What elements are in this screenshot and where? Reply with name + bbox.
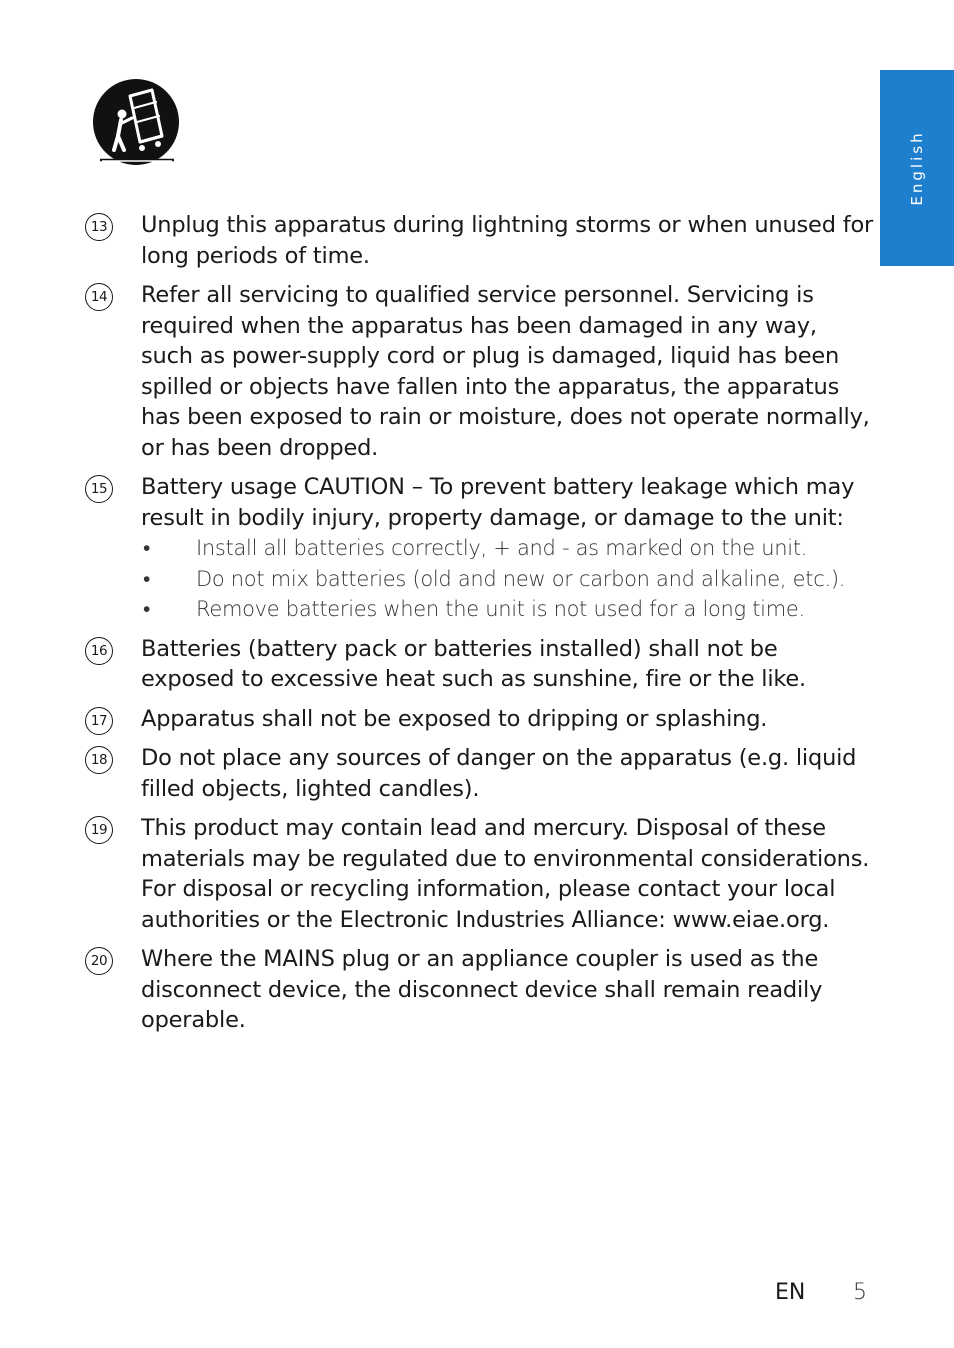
list-item <box>85 280 875 463</box>
battery-caution-bullets <box>141 533 875 625</box>
item-text: This product may contain lead and mercury. Disposal of these materials may be regulated due to environmental considerations. For disposal or recycling information, please contact your local authorities or the Electronic Industries Alliance: www.eiae.org. <box>141 815 870 933</box>
item-text: Apparatus shall not be exposed to dripping or splashing. <box>141 705 768 732</box>
list-item <box>85 813 875 935</box>
item-number-badge: 17 <box>85 707 113 735</box>
bullet-text: Install all batteries correctly, + and - as marked on the unit. <box>196 536 808 560</box>
item-text: Do not place any sources of danger on the apparatus (e.g. liquid filled objects, lighted candles). <box>141 745 857 802</box>
item-number-badge: 13 <box>85 213 113 241</box>
bullet-text: Remove batteries when the unit is not used for a long time. <box>196 597 805 621</box>
bullet-glyph: • <box>143 536 151 560</box>
list-item <box>85 634 875 695</box>
item-text: Where the MAINS plug or an appliance coupler is used as the disconnect device, the disconnect device shall remain readily operable. <box>141 946 823 1033</box>
item-text: Batteries (battery pack or batteries installed) shall not be exposed to excessive heat such as sunshine, fire or the like. <box>141 635 807 692</box>
item-text: Refer all servicing to qualified service personnel. Servicing is required when the apparatus has been damaged in any way, such as power-supply cord or plug is damaged, liquid has been spilled or objects have fallen into the apparatus, the apparatus has been exposed to rain or moisture, does not operate normally, or has been dropped. <box>141 282 870 461</box>
item-text: Unplug this apparatus during lightning storms or when unused for long periods of time. <box>141 212 874 269</box>
bullet-glyph: • <box>143 566 151 591</box>
item-number-badge: 16 <box>85 637 113 665</box>
language-tab-label: English <box>908 130 926 206</box>
item-number-badge: 18 <box>85 746 113 774</box>
cart-tip-over-warning-icon <box>90 78 182 170</box>
item-number-badge: 15 <box>85 475 113 503</box>
safety-instructions-list <box>85 210 875 1045</box>
item-number-badge: 14 <box>85 283 113 311</box>
bullet-item <box>141 533 875 564</box>
bullet-item <box>141 564 875 595</box>
page-number: 5 <box>853 1280 867 1305</box>
language-tab <box>880 70 954 266</box>
list-item <box>85 944 875 1036</box>
bullet-text: Do not mix batteries (old and new or carbon and alkaline, etc.). <box>196 566 846 591</box>
bullet-glyph: • <box>143 597 151 621</box>
list-item <box>85 704 875 735</box>
item-number-badge: 19 <box>85 816 113 844</box>
footer-language-code: EN <box>775 1280 806 1305</box>
item-number-badge: 20 <box>85 947 113 975</box>
list-item <box>85 210 875 271</box>
bullet-item <box>141 594 875 625</box>
list-item <box>85 743 875 804</box>
item-text: Battery usage CAUTION – To prevent battery leakage which may result in bodily injury, property damage, or damage to the unit: <box>141 474 855 531</box>
list-item <box>85 472 875 625</box>
